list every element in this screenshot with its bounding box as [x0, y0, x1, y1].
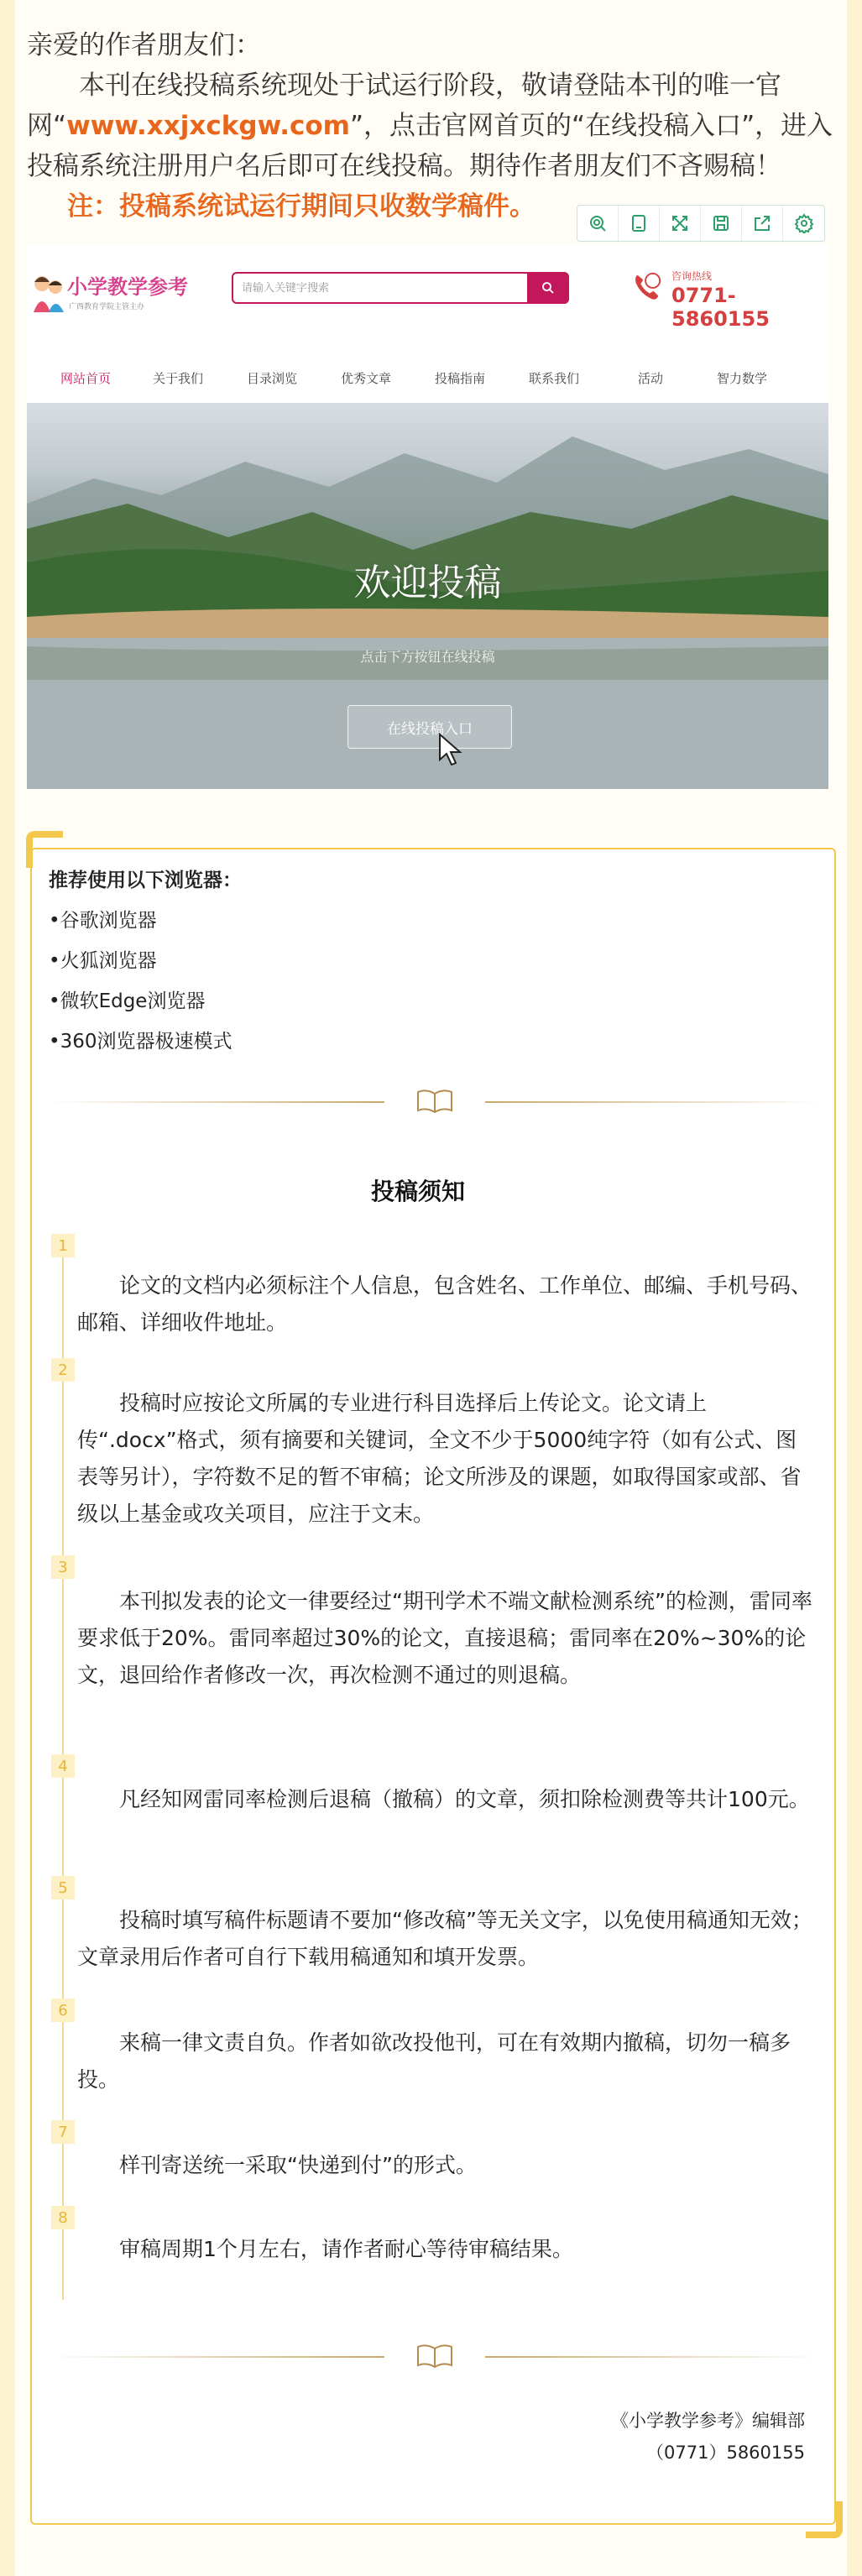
nav-item-contact[interactable]: 联系我们: [529, 371, 580, 386]
book-icon: [415, 1089, 455, 1114]
nav-item-articles[interactable]: 优秀文章: [341, 371, 392, 386]
official-url-link[interactable]: www.xxjxckgw.com: [66, 111, 350, 141]
intro-note: 注：投稿系统试运行期间只收数学稿件。: [67, 191, 535, 222]
rule-number: 1: [51, 1234, 75, 1257]
rule-text: 凡经知网雷同率检测后退稿（撤稿）的文章，须扣除检测费等共计100元。: [119, 1787, 810, 1811]
website-screenshot: [27, 243, 828, 789]
logo-subtitle: 广西教育学院主管主办: [69, 303, 145, 311]
signature-org: 《小学教学参考》编辑部: [611, 2411, 805, 2431]
document-icon[interactable]: [619, 206, 660, 241]
hero-subtitle: 点击下方按钮在线投稿: [360, 649, 495, 665]
site-logo[interactable]: [30, 269, 223, 321]
intro-after: ”，点击官网首页的“在线投稿入口”，进入投稿系统注册用户名后即可在线投稿。期待作者朋友们不吝赐稿！: [27, 111, 833, 181]
nav-item-home[interactable]: 网站首页: [60, 371, 112, 386]
browser-item: •微软Edge浏览器: [49, 990, 206, 1012]
hero-title: 欢迎投稿: [353, 562, 502, 604]
card-corner-decoration: [26, 831, 63, 868]
rule-text: 投稿时应按论文所属的专业进行科目选择后上传论文。论文请上传“.docx”格式，须有摘要和关键词，全文不少于5000纯字符（如有公式、图表等另计），字符数不足的暂不审稿；论文所涉及的课题，如取得国家或部、省级以上基金或攻关项目，应注于文末。: [77, 1391, 802, 1526]
site-nav: [27, 361, 828, 394]
settings-icon[interactable]: [783, 206, 824, 241]
rule-text: 投稿时填写稿件标题请不要加“修改稿”等无关文字，以免使用稿通知无效；文章录用后作者可自行下载用稿通知和填开发票。: [77, 1908, 812, 1969]
nav-item-catalog[interactable]: 目录浏览: [247, 371, 298, 386]
browser-item: •360浏览器极速模式: [49, 1031, 232, 1053]
rule-text: 审稿周期1个月左右，请作者耐心等待审稿结果。: [119, 2237, 573, 2261]
fullscreen-icon[interactable]: [660, 206, 701, 241]
logo-children-icon: [30, 272, 65, 314]
browsers-title: 推荐使用以下浏览器：: [49, 870, 242, 891]
rule-text: 来稿一律文责自负。作者如欲改投他刊，可在有效期内撤稿，切勿一稿多投。: [77, 2030, 791, 2092]
rule-number: 6: [51, 1999, 75, 2022]
search-icon: [541, 280, 556, 295]
browser-item: •谷歌浏览器: [49, 910, 157, 932]
rule-text: 样刊寄送统一采取“快递到付”的形式。: [119, 2153, 477, 2177]
greeting: 亲爱的作者朋友们：: [27, 30, 261, 60]
rule-number: 3: [51, 1555, 75, 1579]
rule-number: 8: [51, 2206, 75, 2229]
nav-item-guide[interactable]: 投稿指南: [435, 371, 486, 386]
rule-text: 本刊拟发表的论文一律要经过“期刊学术不端文献检测系统”的检测，雷同率要求低于20%。雷同率超过30%的论文，直接退稿；雷同率在20%~30%的论文，退回给作者修改一次，再次检测不通过的则退稿。: [77, 1589, 812, 1687]
intro-before: 本刊在线投稿系统现处于试运行阶段，敬请登陆本刊的唯一官网“: [27, 71, 781, 141]
rule-number: 4: [51, 1754, 75, 1778]
logo-title: 小学教学参考: [67, 274, 188, 299]
hero-banner: [27, 403, 828, 789]
hotline-label: 咨询热线: [671, 270, 713, 282]
section-divider: [49, 2343, 821, 2369]
nav-item-math[interactable]: 智力数学: [717, 371, 768, 386]
card-corner-decoration: [806, 2501, 843, 2538]
search-button[interactable]: [527, 272, 569, 304]
search-input[interactable]: 请输入关键字搜索: [242, 282, 330, 295]
book-icon: [415, 2343, 455, 2369]
toolbar: [577, 205, 825, 242]
rule-number: 2: [51, 1358, 75, 1382]
hotline: [631, 265, 820, 331]
section-divider: [49, 1089, 821, 1114]
nav-item-about[interactable]: 关于我们: [153, 371, 204, 386]
rule-number: 7: [51, 2120, 75, 2144]
phone-icon: [631, 270, 663, 302]
browser-item: •火狐浏览器: [49, 950, 157, 972]
notice-title: 投稿须知: [370, 1178, 465, 1205]
hotline-number: 0771-5860155: [671, 284, 770, 331]
signature-phone: （0771）5860155: [646, 2443, 805, 2463]
save-icon[interactable]: [701, 206, 742, 241]
mouse-cursor-icon: [438, 733, 463, 766]
intro-text: [27, 25, 849, 227]
zoom-icon[interactable]: [577, 206, 619, 241]
intro-paragraph: [27, 65, 849, 186]
share-icon[interactable]: [742, 206, 783, 241]
nav-item-events[interactable]: 活动: [638, 371, 664, 386]
submit-online-button[interactable]: 在线投稿入口: [347, 705, 512, 749]
site-search-box[interactable]: [232, 272, 569, 304]
rule-text: 论文的文档内必须标注个人信息，包含姓名、工作单位、邮编、手机号码、邮箱、详细收件地址。: [77, 1273, 812, 1335]
rule-number: 5: [51, 1876, 75, 1899]
